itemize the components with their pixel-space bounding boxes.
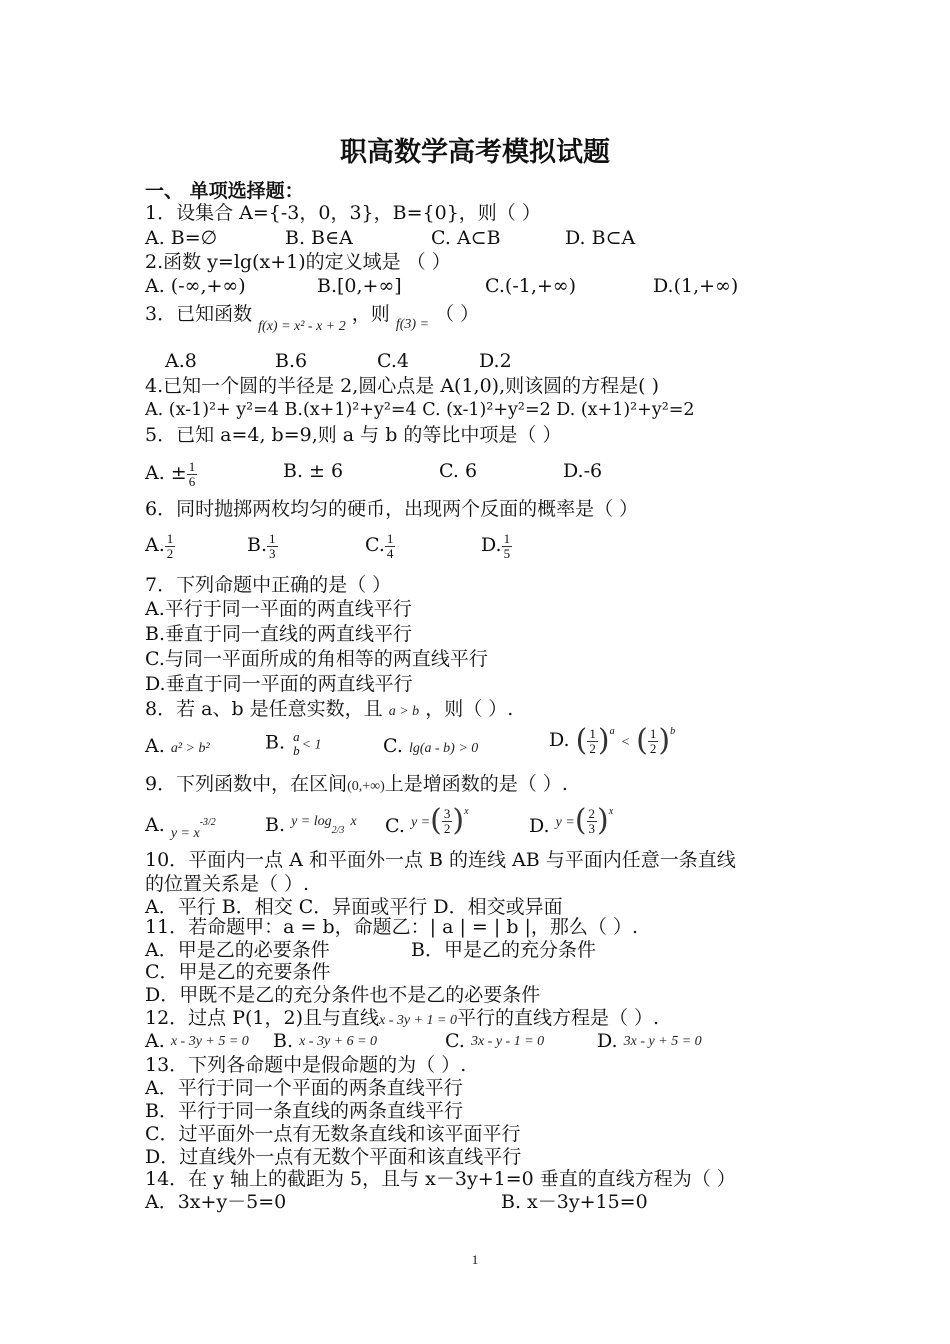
fraction-denominator: 2 xyxy=(649,740,657,756)
question-3-option-b: B.6 xyxy=(275,350,308,372)
question-5-options xyxy=(145,454,810,490)
question-10-stem-line-2: 的位置关系是（ ）. xyxy=(145,873,310,895)
question-8-stem-post: ，则（ ）. xyxy=(425,698,514,720)
question-1-option-d: D. B⊂A xyxy=(565,227,636,249)
question-12-formula: x - 3y + 1 = 0 xyxy=(379,1013,457,1028)
question-12-option-b-formula: x - 3y + 6 = 0 xyxy=(299,1034,378,1049)
question-2-option-a: A. (-∞,+∞) xyxy=(145,275,246,297)
question-12-option-d-label: D. xyxy=(597,1030,618,1052)
question-6-option-d xyxy=(481,532,512,560)
question-7-option-d: D.垂直于同一平面的两直线平行 xyxy=(145,673,413,695)
fraction-numerator: a xyxy=(293,729,300,744)
fraction-numerator: 1 xyxy=(386,531,394,546)
right-paren: ) xyxy=(597,803,609,838)
question-12-stem-post: 平行的直线方程是（ ）. xyxy=(457,1007,660,1029)
question-9-stem-pre: 9．下列函数中，在区间 xyxy=(145,773,348,795)
question-9-option-a xyxy=(145,814,216,841)
question-6-option-b-label: B. xyxy=(247,534,268,557)
section-heading: 一、 单项选择题： xyxy=(145,180,304,202)
question-7-option-c: C.与同一平面所成的角相等的两直线平行 xyxy=(145,648,488,670)
question-3-formula: f(x) = x² - x + 2 xyxy=(258,319,346,334)
question-1-stem: 1．设集合 A={-3，0，3}，B={0}，则（ ） xyxy=(145,202,541,224)
fraction-numerator: 1 xyxy=(188,459,196,474)
question-6-option-c-label: C. xyxy=(365,534,385,557)
question-8-option-a xyxy=(145,737,210,756)
question-12-option-d-formula: 3x - y + 5 = 0 xyxy=(623,1034,702,1049)
question-2-option-b: B.[0,+∞] xyxy=(317,275,402,297)
page-number: 1 xyxy=(471,1252,479,1267)
question-5-option-a-fraction xyxy=(187,460,198,488)
fraction-numerator: 1 xyxy=(269,531,276,546)
right-paren: ) xyxy=(597,723,610,758)
question-12-option-b-label: B. xyxy=(273,1030,294,1052)
question-1-option-c: C. A⊂B xyxy=(431,227,501,249)
right-paren: ) xyxy=(452,803,465,838)
exponent: x xyxy=(608,806,614,817)
question-8-option-a-formula: a² > b² xyxy=(170,741,210,756)
question-3-formula-2: f(3) = xyxy=(395,317,430,332)
fraction-denominator: 3 xyxy=(588,820,596,836)
question-7-option-a: A.平行于同一平面的两直线平行 xyxy=(145,598,412,620)
question-8-stem xyxy=(145,700,513,719)
left-paren: ( xyxy=(430,803,442,838)
fraction-numerator: 2 xyxy=(588,805,596,821)
question-5-option-b: B. ± 6 xyxy=(283,460,344,482)
question-2-option-d: D.(1,+∞) xyxy=(653,275,739,297)
question-8-option-b xyxy=(265,730,322,757)
question-6-stem: 6．同时抛掷两枚均匀的硬币，出现两个反面的概率是（ ） xyxy=(145,498,639,520)
question-6-option-c xyxy=(365,532,395,560)
question-9-option-c-fraction xyxy=(442,807,453,835)
question-8-option-b-formula: < 1 xyxy=(301,737,322,753)
question-6-option-a-label: A. xyxy=(145,534,165,557)
left-paren: ( xyxy=(575,723,588,758)
question-9-option-c xyxy=(385,803,469,838)
question-7-option-b: B.垂直于同一直线的两直线平行 xyxy=(145,623,413,645)
question-3-stem-pre: 3．已知函数 xyxy=(145,303,253,325)
right-paren: ) xyxy=(658,723,671,758)
question-8-option-c-label: C. xyxy=(383,735,403,757)
question-11-option-b: B．甲是乙的充分条件 xyxy=(411,939,596,961)
question-13-option-a: A．平行于同一个平面的两条直线平行 xyxy=(145,1077,463,1099)
question-12-stem xyxy=(145,1009,659,1028)
question-5-option-a-label: A. ± xyxy=(145,462,187,485)
question-14-stem: 14．在 y 轴上的截距为 5，且与 x－3y+1=0 垂直的直线方程为（ ） xyxy=(145,1168,736,1190)
question-12-option-a xyxy=(145,1032,249,1051)
fraction-denominator: 3 xyxy=(269,545,276,561)
question-3-option-a: A.8 xyxy=(165,350,197,372)
question-1-option-b: B. B∈A xyxy=(285,227,353,249)
fraction-denominator: 4 xyxy=(386,545,394,561)
question-8-option-a-label: A. xyxy=(145,735,165,757)
question-14-option-a: A．3x+y－5=0 xyxy=(145,1191,287,1213)
question-12-option-d xyxy=(597,1032,702,1051)
question-9-option-d-label: D. xyxy=(529,815,550,837)
question-10-stem-line-1: 10．平面内一点 A 和平面外一点 B 的连线 AB 与平面内任意一条直线 xyxy=(145,849,736,871)
question-9-option-b xyxy=(265,810,357,836)
question-3-stem-post: （ ） xyxy=(435,303,480,325)
question-3-stem xyxy=(145,303,480,334)
question-3-option-c: C.4 xyxy=(377,350,409,372)
question-10-options: A．平行 B．相交 C．异面或平行 D．相交或异面 xyxy=(145,896,563,918)
question-5-option-d: D.-6 xyxy=(563,460,603,482)
question-12-option-c-label: C. xyxy=(445,1030,465,1052)
question-11-option-a: A．甲是乙的必要条件 xyxy=(145,939,330,961)
question-8-option-c-formula: lg(a - b) > 0 xyxy=(408,741,479,756)
question-9-stem xyxy=(145,775,568,794)
question-8-options xyxy=(145,723,810,770)
question-6-options xyxy=(145,526,810,566)
question-12-option-b xyxy=(273,1032,377,1051)
question-9-options xyxy=(145,802,810,850)
question-1-option-a: A. B=∅ xyxy=(145,227,218,249)
log-base: 2/3 xyxy=(331,825,345,836)
question-8-option-c xyxy=(383,737,478,756)
page-title: 职高数学高考模拟试题 xyxy=(340,137,610,168)
question-6-option-d-fraction xyxy=(502,532,513,560)
question-4-options: A. (x-1)²+ y²=4 B.(x+1)²+y²=4 C. (x-1)²+y²=2 D. (x+1)²+y²=2 xyxy=(145,400,695,420)
question-9-option-a-formula: y = x xyxy=(170,826,200,841)
question-2-option-c: C.(-1,+∞) xyxy=(485,275,577,297)
left-paren: ( xyxy=(636,723,648,758)
question-8-option-d-fraction-2 xyxy=(648,727,659,755)
question-13-option-d: D．过直线外一点有无数个平面和该直线平行 xyxy=(145,1146,522,1168)
fraction-denominator: 2 xyxy=(166,545,174,561)
exponent: b xyxy=(670,726,676,737)
question-3-stem-mid: ，则 xyxy=(351,303,390,325)
log-variable: x xyxy=(350,814,357,829)
question-12-option-a-label: A. xyxy=(145,1030,165,1052)
question-8-option-d-fraction-1 xyxy=(587,727,598,755)
exponent: a xyxy=(609,726,615,737)
question-9-option-b-label: B. xyxy=(265,814,286,836)
question-9-option-d-fraction xyxy=(587,807,598,835)
exponent: -3/2 xyxy=(199,817,216,828)
question-13-option-b: B．平行于同一条直线的两条直线平行 xyxy=(145,1100,463,1122)
fraction-denominator: 6 xyxy=(188,473,196,489)
question-9-interval: (0,+∞) xyxy=(347,779,385,794)
question-3-option-d: D.2 xyxy=(479,350,512,372)
question-8-formula: a > b xyxy=(388,704,420,719)
fraction-numerator: 1 xyxy=(589,725,596,741)
question-12-option-a-formula: x - 3y + 5 = 0 xyxy=(170,1034,249,1049)
question-6-option-b xyxy=(247,532,278,560)
question-6-option-a-fraction xyxy=(165,532,176,560)
fraction-numerator: 3 xyxy=(443,805,451,821)
question-8-option-b-fraction xyxy=(291,730,302,757)
question-9-option-b-formula: y = log xyxy=(291,814,332,829)
question-8-option-b-label: B. xyxy=(265,731,286,754)
question-6-option-a xyxy=(145,532,175,560)
question-5-option-a xyxy=(145,460,197,488)
question-9-stem-post: 上是增函数的是（ ）. xyxy=(384,773,568,795)
fraction-denominator: 2 xyxy=(589,740,596,756)
question-12-option-c xyxy=(445,1032,544,1051)
question-11-option-d: D．甲既不是乙的充分条件也不是乙的必要条件 xyxy=(145,984,541,1006)
question-9-option-a-label: A. xyxy=(145,814,165,836)
question-2-stem: 2.函数 y=lg(x+1)的定义域是 （ ） xyxy=(145,251,451,273)
fraction-denominator: b xyxy=(293,742,300,758)
question-12-option-c-formula: 3x - y - 1 = 0 xyxy=(470,1034,545,1049)
question-6-option-c-fraction xyxy=(385,532,396,560)
question-11-option-c: C．甲是乙的充要条件 xyxy=(145,961,331,983)
fraction-numerator: 1 xyxy=(166,531,174,546)
fraction-numerator: 1 xyxy=(649,725,657,741)
question-8-stem-pre: 8．若 a、b 是任意实数，且 xyxy=(145,698,383,720)
question-6-option-d-label: D. xyxy=(481,534,502,557)
question-4-stem: 4.已知一个圆的半径是 2,圆心点是 A(1,0),则该圆的方程是( ) xyxy=(145,375,660,397)
exponent: x xyxy=(464,806,469,817)
question-9-option-d-formula: y = xyxy=(555,815,575,830)
question-9-option-c-formula: y = xyxy=(410,815,431,830)
question-13-option-c: C．过平面外一点有无数条直线和该平面平行 xyxy=(145,1123,521,1145)
question-9-option-c-label: C. xyxy=(385,815,405,837)
fraction-numerator: 1 xyxy=(503,531,511,546)
question-11-stem: 11．若命题甲：a = b，命题乙：| a | = | b |，那么（ ）. xyxy=(145,916,638,938)
less-than: < xyxy=(620,735,631,750)
question-14-option-b: B. x－3y+15=0 xyxy=(501,1191,648,1213)
question-5-stem: 5．已知 a=4, b=9,则 a 与 b 的等比中项是（ ） xyxy=(145,424,562,446)
question-7-stem: 7．下列命题中正确的是（ ） xyxy=(145,574,392,596)
left-paren: ( xyxy=(574,803,587,838)
question-8-option-d xyxy=(549,723,676,758)
question-13-stem: 13．下列各命题中是假命题的为（ ）. xyxy=(145,1054,467,1076)
question-6-option-b-fraction xyxy=(267,532,278,560)
question-5-option-c: C. 6 xyxy=(439,460,478,482)
fraction-denominator: 2 xyxy=(443,820,451,836)
question-8-option-d-label: D. xyxy=(549,729,570,751)
question-12-stem-pre: 12．过点 P(1，2)且与直线 xyxy=(145,1007,380,1029)
question-9-option-d xyxy=(529,803,614,838)
fraction-denominator: 5 xyxy=(503,545,511,561)
